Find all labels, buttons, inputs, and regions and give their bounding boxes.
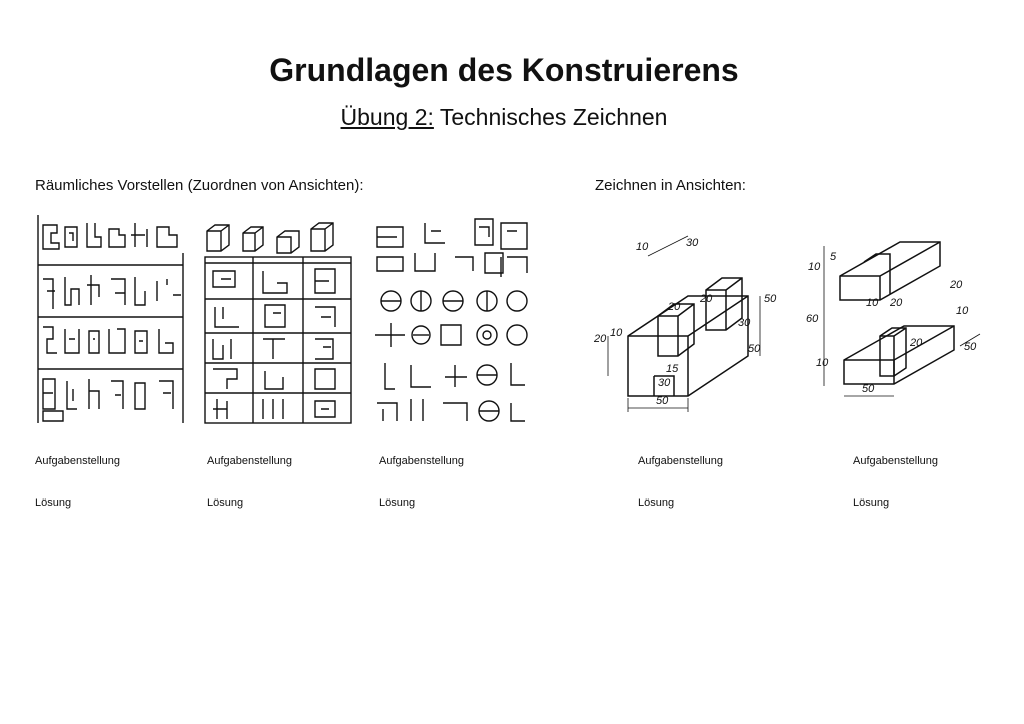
dim-2-g: 10 — [956, 305, 969, 317]
dim-1-d: 20 — [700, 293, 713, 305]
sheet-drawing-3 — [371, 213, 531, 425]
dim-1-e: 20 — [594, 333, 607, 345]
dim-1-i: 15 — [666, 363, 679, 375]
solution-link-drawing-2[interactable]: Lösung — [853, 497, 890, 509]
solution-link-sheet-3[interactable]: Lösung — [379, 497, 416, 509]
sheet-thumbnail-3[interactable] — [371, 213, 531, 425]
dim-2-f: 20 — [890, 297, 903, 309]
dim-1-k: 50 — [748, 343, 761, 355]
section-label-views: Zeichnen in Ansichten: — [595, 177, 746, 194]
dim-2-b: 5 — [830, 251, 837, 263]
dim-2-a: 10 — [808, 261, 821, 273]
dim-1-f: 10 — [610, 327, 623, 339]
dim-2-c: 20 — [950, 279, 963, 291]
dim-1-l: 50 — [656, 395, 669, 407]
sheet-drawing-2 — [203, 213, 353, 425]
sheet-thumbnail-1[interactable] — [35, 213, 185, 425]
dim-1-h: 30 — [738, 317, 751, 329]
dim-1-j: 30 — [658, 377, 671, 389]
page-title: Grundlagen des Konstruierens — [269, 52, 739, 88]
dim-2-h: 10 — [816, 357, 829, 369]
isometric-part-2 — [800, 226, 1000, 418]
task-link-drawing-2[interactable]: Aufgabenstellung — [853, 455, 939, 467]
dim-2-j: 50 — [862, 383, 875, 395]
dim-1-g: 50 — [764, 293, 777, 305]
solution-link-sheet-1[interactable]: Lösung — [35, 497, 72, 509]
task-link-sheet-1[interactable]: Aufgabenstellung — [35, 455, 121, 467]
isometric-drawing-1[interactable] — [588, 226, 788, 418]
dim-2-e: 10 — [866, 297, 879, 309]
dim-2-d: 60 — [806, 313, 819, 325]
page-subtitle — [0, 104, 1008, 131]
dim-1-c: 20 — [668, 301, 681, 313]
task-link-sheet-2[interactable]: Aufgabenstellung — [207, 455, 293, 467]
task-link-sheet-3[interactable]: Aufgabenstellung — [379, 455, 465, 467]
section-label-spatial: Räumliches Vorstellen (Zuordnen von Ansichten): — [35, 177, 364, 194]
dim-2-i: 20 — [910, 337, 923, 349]
isometric-part-1 — [588, 226, 788, 418]
sheet-drawing-1 — [35, 213, 185, 425]
exercise-topic: Technisches Zeichnen — [433, 104, 668, 130]
solution-link-sheet-2[interactable]: Lösung — [207, 497, 244, 509]
dim-1-a: 10 — [636, 241, 649, 253]
dim-1-b: 30 — [686, 237, 699, 249]
dim-2-k: 50 — [964, 341, 977, 353]
exercise-number: Übung 2: — [340, 104, 434, 130]
isometric-drawing-2[interactable] — [800, 226, 1000, 418]
solution-link-drawing-1[interactable]: Lösung — [638, 497, 675, 509]
task-link-drawing-1[interactable]: Aufgabenstellung — [638, 455, 724, 467]
sheet-thumbnail-2[interactable] — [203, 213, 353, 425]
